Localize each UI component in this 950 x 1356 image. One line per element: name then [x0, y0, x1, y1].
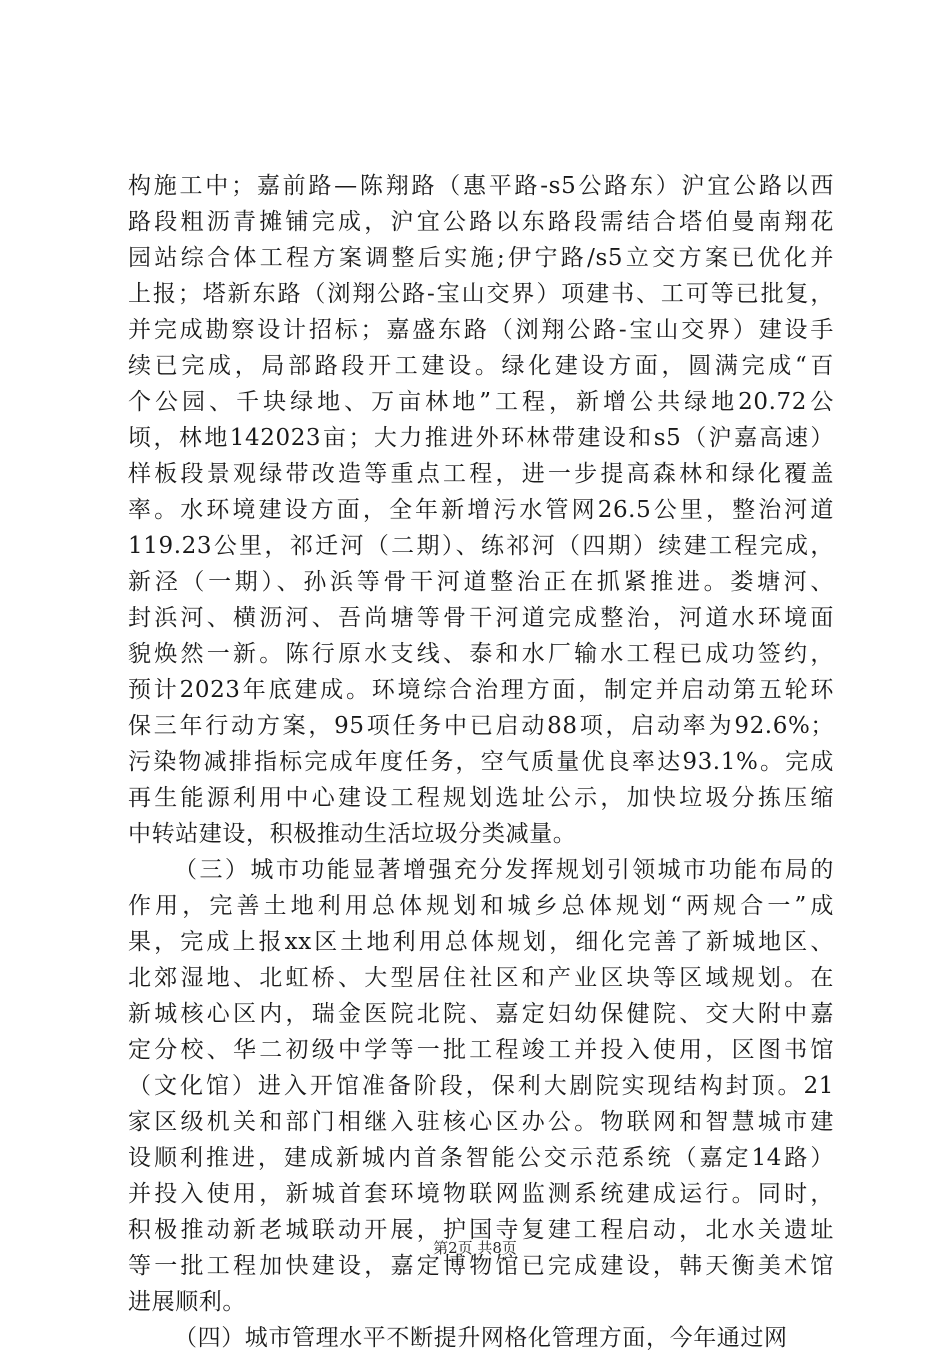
text-line: 污染物减排指标完成年度任务，空气质量优良率达93.1%。完成 [128, 749, 834, 775]
text-line: 中转站建设，积极推动生活垃圾分类减量。 [128, 821, 577, 847]
section-heading-3: （三）城市功能显著增强充分发挥规划引领城市功能布局的 [174, 857, 834, 883]
body-text [128, 168, 834, 1356]
text-line: 路段粗沥青摊铺完成，沪宜公路以东路段需结合塔伯曼南翔花 [128, 209, 834, 235]
text-line: 上报；塔新东路（浏翔公路-宝山交界）项建书、工可等已批复， [128, 281, 834, 307]
text-line: 并完成勘察设计招标；嘉盛东路（浏翔公路-宝山交界）建设手 [128, 317, 834, 343]
text-line: 定分校、华二初级中学等一批工程竣工并投入使用，区图书馆 [128, 1037, 834, 1063]
text-line: 积极推动新老城联动开展，护国寺复建工程启动，北水关遗址 [128, 1217, 834, 1243]
text-line: 设顺利推进，建成新城内首条智能公交示范系统（嘉定14路） [128, 1145, 834, 1171]
text-line: 进展顺利。 [128, 1289, 246, 1315]
text-line: 北郊湿地、北虹桥、大型居住社区和产业区块等区域规划。在 [128, 965, 834, 991]
text-line: （文化馆）进入开馆准备阶段，保利大剧院实现结构封顶。21 [128, 1073, 834, 1099]
text-line: 保三年行动方案，95项任务中已启动88项，启动率为92.6%； [128, 713, 834, 739]
text-line: 园站综合体工程方案调整后实施;伊宁路/s5立交方案已优化并 [128, 245, 834, 271]
text-line: 顷，林地142023亩；大力推进外环林带建设和s5（沪嘉高速） [128, 425, 834, 451]
text-line: 封浜河、横沥河、吾尚塘等骨干河道完成整治，河道水环境面 [128, 605, 834, 631]
text-line: 家区级机关和部门相继入驻核心区办公。物联网和智慧城市建 [128, 1109, 834, 1135]
text-line: 新泾（一期）、孙浜等骨干河道整治正在抓紧推进。娄塘河、 [128, 569, 834, 595]
text-line: 再生能源利用中心建设工程规划选址公示，加快垃圾分拣压缩 [128, 785, 834, 811]
text-line: 貌焕然一新。陈行原水支线、泰和水厂输水工程已成功签约， [128, 641, 834, 667]
text-line: 个公园、千块绿地、万亩林地”工程，新增公共绿地20.72公 [128, 389, 834, 415]
text-line: 续已完成，局部路段开工建设。绿化建设方面，圆满完成“百 [128, 353, 834, 379]
text-line: 等一批工程加快建设，嘉定博物馆已完成建设，韩天衡美术馆 [128, 1253, 834, 1279]
text-line: 率。水环境建设方面，全年新增污水管网26.5公里，整治河道 [128, 497, 834, 523]
text-line: 新城核心区内，瑞金医院北院、嘉定妇幼保健院、交大附中嘉 [128, 1001, 834, 1027]
text-line: 119.23公里，祁迁河（二期）、练祁河（四期）续建工程完成， [128, 533, 834, 559]
text-line: 果，完成上报xx区土地利用总体规划，细化完善了新城地区、 [128, 929, 834, 955]
text-line: 并投入使用，新城首套环境物联网监测系统建成运行。同时， [128, 1181, 834, 1207]
text-line: 样板段景观绿带改造等重点工程，进一步提高森林和绿化覆盖 [128, 461, 834, 487]
page-number-footer: 第2页 共8页 [433, 1239, 517, 1257]
text-line: 作用，完善土地利用总体规划和城乡总体规划“两规合一”成 [128, 893, 834, 919]
text-line: 构施工中；嘉前路—陈翔路（惠平路-s5公路东）沪宜公路以西 [128, 173, 834, 199]
text-line: 预计2023年底建成。环境综合治理方面，制定并启动第五轮环 [128, 677, 834, 703]
section-heading-4: （四）城市管理水平不断提升网格化管理方面，今年通过网 [174, 1325, 788, 1351]
